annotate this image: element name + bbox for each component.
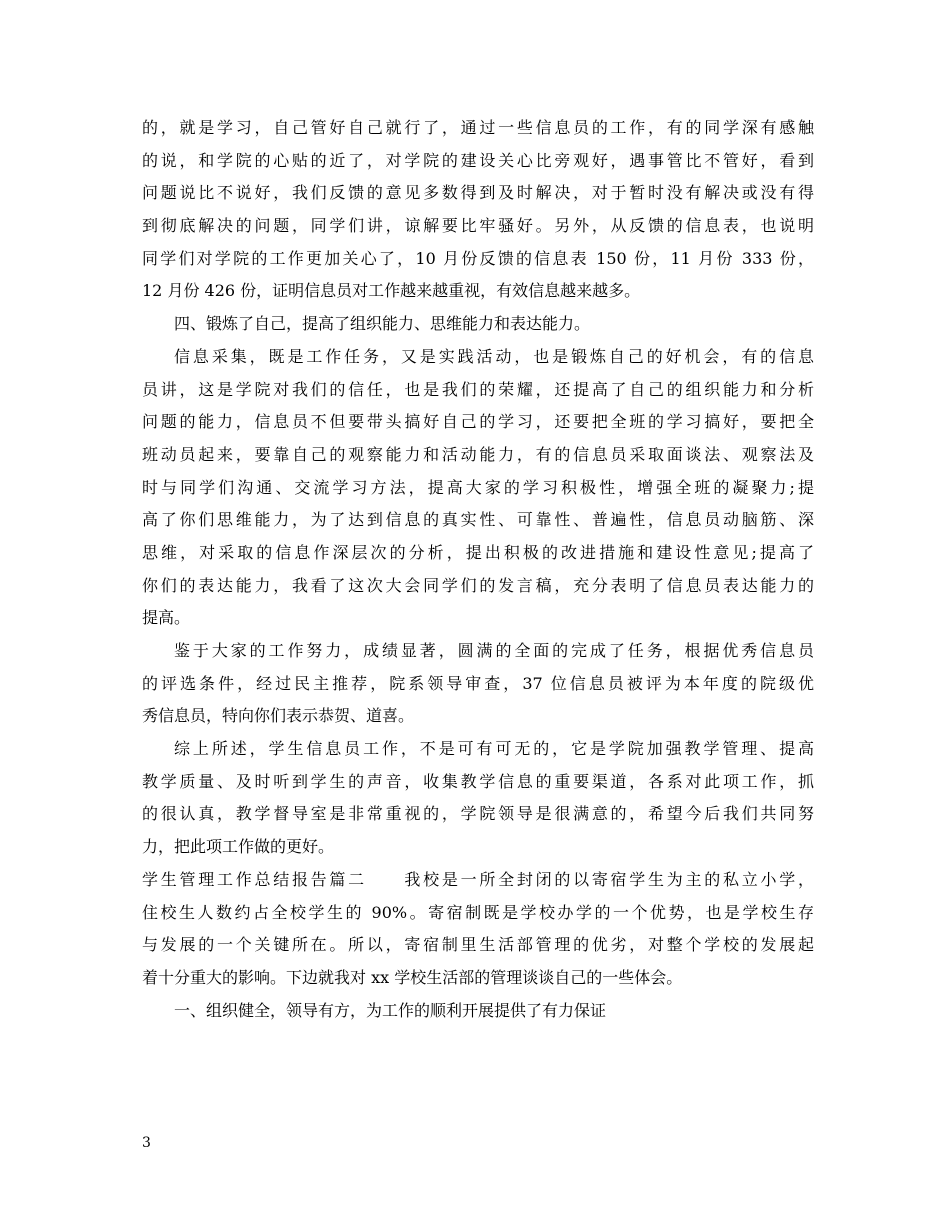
text-line: 学生管理工作总结报告篇二 我校是一所全封闭的以寄宿学生为主的私立小学，: [142, 869, 814, 889]
text-line: 同学们对学院的工作更加关心了，10 月份反馈的信息表 150 份，11 月份 333 份，: [142, 248, 814, 268]
body-text: [142, 112, 814, 1027]
text-line: 力，把此项工作做的更好。: [142, 837, 335, 857]
text-line: 员讲，这是学院对我们的信任，也是我们的荣耀，还提高了自己的组织能力和分析: [142, 379, 814, 399]
text-line: 鉴于大家的工作努力，成绩显著，圆满的全面的完成了任务，根据优秀信息员: [174, 641, 814, 660]
text-line: 一、组织健全，领导有方，为工作的顺利开展提供了有力保证: [174, 1000, 607, 1020]
text-line: 的很认真，教学督导室是非常重视的，学院领导是很满意的，希望今后我们共同努: [142, 804, 814, 824]
text-line: 的评选条件，经过民主推荐，院系领导审查，37 位信息员被评为本年度的院级优: [142, 673, 814, 693]
text-line: 你们的表达能力，我看了这次大会同学们的发言稿，充分表明了信息员表达能力的: [142, 575, 814, 595]
text-line: 的，就是学习，自己管好自己就行了，通过一些信息员的工作，有的同学深有感触: [142, 118, 814, 137]
text-line: 与发展的一个关键所在。所以，寄宿制里生活部管理的优劣，对整个学校的发展起: [142, 935, 814, 955]
page-number: 3: [142, 1135, 151, 1151]
text-line: 综上所述，学生信息员工作，不是可有可无的，它是学院加强教学管理、提高: [174, 739, 814, 759]
text-line: 问题说比不说好，我们反馈的意见多数得到及时解决，对于暂时没有解决或没有得: [142, 183, 814, 203]
text-line: 着十分重大的影响。下边就我对 xx 学校生活部的管理谈谈自己的一些体会。: [142, 967, 683, 987]
text-line: 信息采集，既是工作任务，又是实践活动，也是锻炼自己的好机会，有的信息: [174, 346, 814, 366]
text-line: 问题的能力，信息员不但要带头搞好自己的学习，还要把全班的学习搞好，要把全: [142, 412, 814, 432]
text-line: 到彻底解决的问题，同学们讲，谅解要比牢骚好。另外，从反馈的信息表，也说明: [142, 216, 814, 236]
text-line: 的说，和学院的心贴的近了，对学院的建设关心比旁观好，遇事管比不管好，看到: [142, 150, 814, 170]
text-line: 住校生人数约占全校学生的 90%。寄宿制既是学校办学的一个优势，也是学校生存: [142, 902, 814, 922]
text-line: 教学质量、及时听到学生的声音，收集教学信息的重要渠道，各系对此项工作，抓: [142, 771, 814, 791]
text-line: 高了你们思维能力，为了达到信息的真实性、可靠性、普遍性，信息员动脑筋、深: [142, 510, 814, 530]
text-line: 提高。: [142, 608, 191, 628]
text-line: 秀信息员，特向你们表示恭贺、道喜。: [142, 706, 415, 726]
text-line: 四、锻炼了自己，提高了组织能力、思维能力和表达能力。: [174, 314, 591, 334]
text-line: 12 月份 426 份，证明信息员对工作越来越重视，有效信息越来越多。: [142, 281, 641, 301]
text-line: 思维，对采取的信息作深层次的分析，提出积极的改进措施和建设性意见;提高了: [142, 542, 814, 562]
text-line: 班动员起来，要靠自己的观察能力和活动能力，有的信息员采取面谈法、观察法及: [142, 444, 814, 464]
text-line: 时与同学们沟通、交流学习方法，提高大家的学习积极性，增强全班的凝聚力;提: [142, 477, 814, 497]
